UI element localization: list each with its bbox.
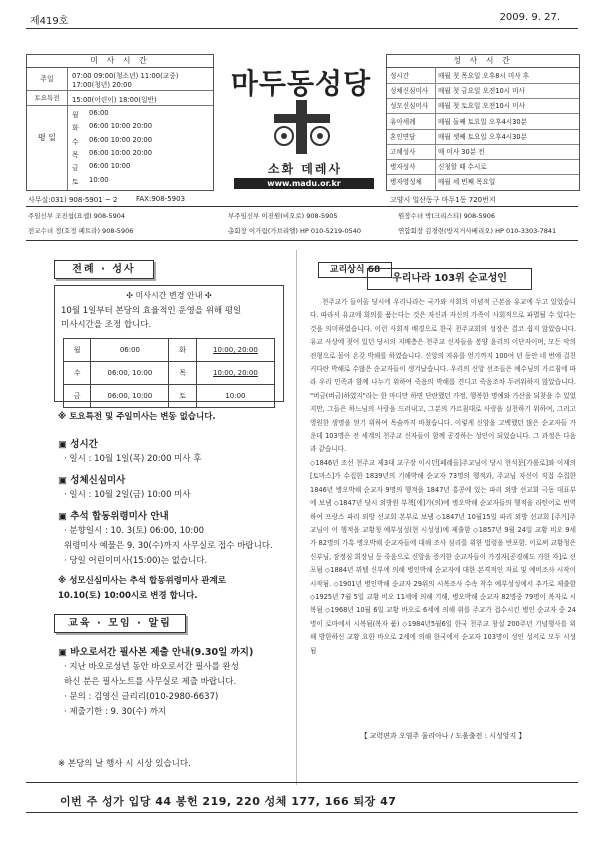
mass-change-notice [54, 285, 284, 402]
service-label: 성시간 [390, 72, 410, 80]
service-row [387, 83, 579, 99]
table-time-cell: 06:00, 10:00 [91, 362, 169, 385]
service-row [387, 129, 579, 145]
item-heading: ▣ 성시간 [58, 439, 98, 450]
service-label: 병자성사 [390, 163, 416, 172]
closing-line: 10.10(토) 10:00시로 변경 합니다. [58, 591, 198, 601]
service-value: 매월 셋째 토요일 오후4시30분 [438, 132, 527, 141]
service-row [387, 114, 579, 130]
weekday-day: 월 [72, 111, 79, 119]
service-label: 유아세례 [390, 117, 416, 126]
parish-subtitle: 소화 데레사 [267, 162, 343, 176]
table-time-cell: 10:00, 20:00 [196, 362, 274, 385]
service-row [387, 98, 579, 114]
issue-date: 2009. 9. 27. [499, 12, 560, 23]
contact: 총회장 이가림(가브리엘) HP 010-5219-0540 [228, 227, 362, 235]
doctrine-topic: 우리나라 103위 순교성인 [367, 268, 532, 290]
sacraments-box [386, 54, 580, 191]
table-time-cell: 10:00, 20:00 [196, 339, 274, 362]
weekday-times: 06:00 [89, 109, 109, 117]
weekday-day: 금 [72, 164, 79, 173]
table-day-cell: 토 [169, 385, 196, 408]
weekday-times: 06:00 10:00 20:00 [89, 135, 153, 144]
sacraments-title: 성 사 시 간 [387, 55, 579, 68]
office-fax: FAX:908-5903 [136, 195, 186, 203]
cross-emblem-icon [262, 96, 342, 158]
table-row [64, 385, 275, 408]
item-line: · 제출기한 : 9. 30(수) 까지 [64, 707, 167, 717]
contact: 주임신부 조진섭(요셉) 908-5904 [28, 212, 126, 220]
table-row [64, 339, 275, 362]
schedule-value: 17:00(청년) 20:00 [72, 81, 132, 89]
item-line: · 분향일시 : 10. 3(토) 06:00, 10:00 [64, 526, 205, 536]
item-heading: ▣ 바오로서간 필사본 제출 안내(9.30일 까지) [58, 647, 254, 658]
parish-address: 고양시 일산동구 마두1동 720번지 [390, 196, 496, 204]
item-line: · 문의 : 김영신 글리리(010-2980-6637) [64, 692, 219, 702]
item-line: · 지난 바오로성년 동안 바오로서간 필사를 완성 [64, 662, 239, 672]
office-phone: 사무실:031) 908-5901 ~ 2 [28, 196, 118, 204]
article-paragraph: 천주교가 들어올 당시에 우리나라는 국가와 사회의 이념적 근본을 유교에 두고 있었습니다. 따라서 유교에 회의를 품는다는 것은 자신과 자신의 가족이 사회적으로 파멸될 수 있다는 것을 의미하였습니다. 이런 사회적 배경으로 한국 천주교회의 성장은 결코 쉽지 않았습니다. 유교 사상에 젖어 있던 당시의 지배층은 천주교 신자들을 봉양 윤리의 이단자이며, 모든 악의 전형으로 몰아 온갖 박해를 하였습니다. 신앙의 자유를 얻기까지 100여 년 동안 네 번에 걸친 커다란 박해로 수많은 순교자들이 생겨났습니다. 우리의 신앙 선조들은 예수님의 가르침에 따라 우리 민족과 함께 나누기 위하여 죽음의 박해를 견디고 죽음조차 두려워하지 않았습니다. "버금(버금)하였지"라는 한 마디만 하면 단란했던 가정, 행복한 명예와 가산을 되찾을 수 있었지만, 그들은 하느님의 사랑을 드러내고, 그분의 가르침대로 사랑을 실천하기 위하여, 그리고 영원한 생명을 얻기 위하여 목숨까지 바쳤습니다. 이렇게 신앙을 고백했던 많은 순교자들 가운데 103명은 전 세계의 천주교 신자들이 함께 공경하는 성인이 되었습니다. 그 과정은 다음과 같습니다. [310, 298, 576, 454]
weekday-day: 수 [72, 137, 79, 146]
table-note: ※ 토요특전 및 주일미사는 변동 없습니다. [58, 412, 216, 422]
schedule-row-sunday [27, 68, 213, 91]
contact-rule [26, 206, 578, 207]
weekday-times: 06:00 10:00 20:00 [89, 122, 153, 131]
service-row [387, 144, 579, 160]
schedule-row-weekdays [27, 106, 213, 190]
service-value: 매월 둘째 토요일 오후4시30분 [438, 117, 527, 126]
item-line: 하신 분은 필사노트를 사무실로 제출 바랍니다. [64, 677, 237, 687]
mass-schedule-box [26, 54, 214, 191]
footer-rule [26, 782, 578, 783]
hymns-line: 이번 주 성가 입당 44 봉헌 219, 220 성체 177, 166 퇴장 47 [60, 795, 397, 808]
service-row [387, 68, 579, 84]
table-day-cell: 화 [169, 339, 196, 362]
section-education-title: 교육 · 모임 · 알림 [54, 614, 186, 633]
doctrine-tag: 교리상식 68 [318, 262, 392, 278]
table-row [64, 362, 275, 385]
doctrine-article [310, 296, 576, 658]
service-label: 고해성사 [390, 148, 416, 156]
table-time-cell: 10:00 [196, 385, 274, 408]
service-label: 병자영성체 [390, 178, 422, 187]
contact: 원장수녀 박(크리스티) 908-5906 [398, 212, 496, 220]
article-source: 【 교력편과 오염주 울리아나 / 도움출전 : 시성앙지 】 [360, 732, 526, 740]
weekday-times: 06:00 10:00 20:00 [89, 148, 153, 157]
service-label: 성모신심미사 [390, 102, 429, 111]
table-day-cell: 목 [169, 362, 196, 385]
mass-change-table [63, 338, 275, 408]
schedule-value: 07:00 09:00(청소년) 11:00(교중) [72, 72, 179, 80]
service-value: 매월 첫 목요일 오후8시 미사 후 [438, 72, 530, 80]
notice-line: 미사시간을 조정 합니다. [61, 320, 152, 330]
item-line: 위령미사 예물은 9. 30(수)까지 사무실로 접수 바랍니다. [64, 541, 273, 551]
schedule-value: 15:00(어린이) 18:00(일반) [72, 96, 157, 104]
header-bottom-rule [26, 240, 578, 241]
item-line: · 일시 : 10월 1일(목) 20:00 미사 후 [64, 454, 202, 464]
service-value: 매 미사 30분 전 [438, 148, 485, 156]
table-time-cell: 06:00 [91, 339, 169, 362]
service-value: 매월 세 번째 목요일 [438, 178, 496, 187]
schedule-label: 주일 [27, 68, 68, 90]
table-day-cell: 월 [64, 339, 91, 362]
contact: 부주임신부 이진원(비오로) 908-5905 [228, 212, 338, 220]
item-heading: ▣ 추석 합동위령미사 안내 [58, 511, 169, 522]
parish-name: 마두동성당 [230, 67, 372, 100]
weekday-times: 10:00 [89, 175, 109, 184]
footer-bottom-rule [26, 812, 578, 813]
service-value: 매월 첫 토요일 오전10시 미사 [438, 102, 525, 111]
issue-number: 제419호 [30, 16, 69, 27]
weekday-day: 화 [72, 124, 79, 133]
item-line: · 당일 어린이미사(15:00)는 없습니다. [64, 556, 208, 566]
service-value: 신청할 때 수시로 [438, 163, 487, 172]
service-label: 성체신심미사 [390, 87, 429, 96]
table-time-cell: 06:00, 10:00 [91, 385, 169, 408]
notice-title: ✣ 미사시간 변경 안내 ✣ [126, 291, 212, 300]
mass-schedule-title: 미 사 시 간 [27, 55, 213, 68]
item-line: · 일시 : 10월 2일(금) 10:00 미사 [64, 490, 191, 500]
contact: 전교수녀 정(호정 페트라) 908-5906 [28, 227, 134, 235]
table-day-cell: 수 [64, 362, 91, 385]
closing-line-2: ※ 본당의 날 행사 시 시상 있습니다. [58, 759, 191, 769]
service-label: 혼인면담 [390, 132, 416, 141]
schedule-row-saturday [27, 91, 213, 106]
item-heading: ▣ 성체신심미사 [58, 475, 126, 486]
schedule-label: 평 일 [27, 106, 68, 190]
table-day-cell: 금 [64, 385, 91, 408]
section-liturgy-title: 전례 · 성사 [54, 260, 154, 279]
parish-website[interactable]: www.madu.or.kr [234, 178, 374, 189]
schedule-label: 토요특전 [27, 91, 68, 105]
weekday-day: 토 [72, 177, 79, 186]
service-value: 매월 첫 금요일 오전10시 미사 [438, 87, 525, 96]
top-rule [26, 28, 578, 29]
contact: 연합회장 김경련(방지거사베리오) HP 010-3303-7841 [398, 227, 557, 235]
weekday-day: 목 [72, 150, 79, 159]
closing-line: ※ 성모신심미사는 추석 합동위령미사 관계로 [58, 576, 226, 586]
service-row [387, 159, 579, 175]
notice-line: 10월 1일부터 본당의 효율적인 운영을 위해 평일 [61, 306, 242, 316]
weekday-times: 06:00 10:00 [89, 162, 131, 171]
service-row [387, 174, 579, 189]
article-paragraph: ◇1846년 조선 천주교 제3대 교구장 이시던[페레올]주교님이 당시 현석문[가롤로]와 이재의[토마스]가 수집한 1839년의 기해박해 순교자 73명의 행적과, 주교님 자신이 직접 수집한 1846년 병오박해 순교자 9명의 행적을 1847년 홍콩에 있는 파리 외방 선교회 극동 대표부에 보냄 ◇1847년 당시 외방원 부책[에]가(의)에 병오박해 순교자들의 행적을 라틴어로 번역하여 프랑스 파리 외방 선교회 본부로 보냄 ◇1847년 10월15일 파리 외방 선교회 [주거]주교님이 이 행적을 교황청 예부성성(현 시성성)에 제출함 ◇1857년 9월 24일 교황 비오 9세가 82명의 가혹 병오박해 순교자들에 대해 조사 심리를 위한 법령을 반포함. 이로써 교황청은 신부님, 잠정심 회장님 등 죽음으로 신앙을 증거한 순교자들이 가경자[공경해도 가한 자]로 선포됨 ◇1884년 뮈텔 신부에 의해 병인박해 순교자에 대한 본격적인 자료 및 예비조사 시작이 시작됨. ◇1901년 병인박해 순교자 29위의 시복조사 수속 착수 예부성성에서 추가로 제출함 ◇1925년 7월 5일 교황 비오 11세에 의해 기해, 병오박해 순교자 82명중 79명이 복자로 시복됨 ◇1968년 10월 6일 교황 바오로 6세에 의해 위를 주교가 접수시킨 병인 순교자 중 24명이 로마에서 시복됨(복자 품) ◇1984년5월6일 한국 천주교 창설 200주년 기념행사를 위해 방한하신 교황 요한 바오로 2세에 의해 한국에서 순교자 103명이 성인 성서로 모두 시성됨 [310, 458, 576, 655]
